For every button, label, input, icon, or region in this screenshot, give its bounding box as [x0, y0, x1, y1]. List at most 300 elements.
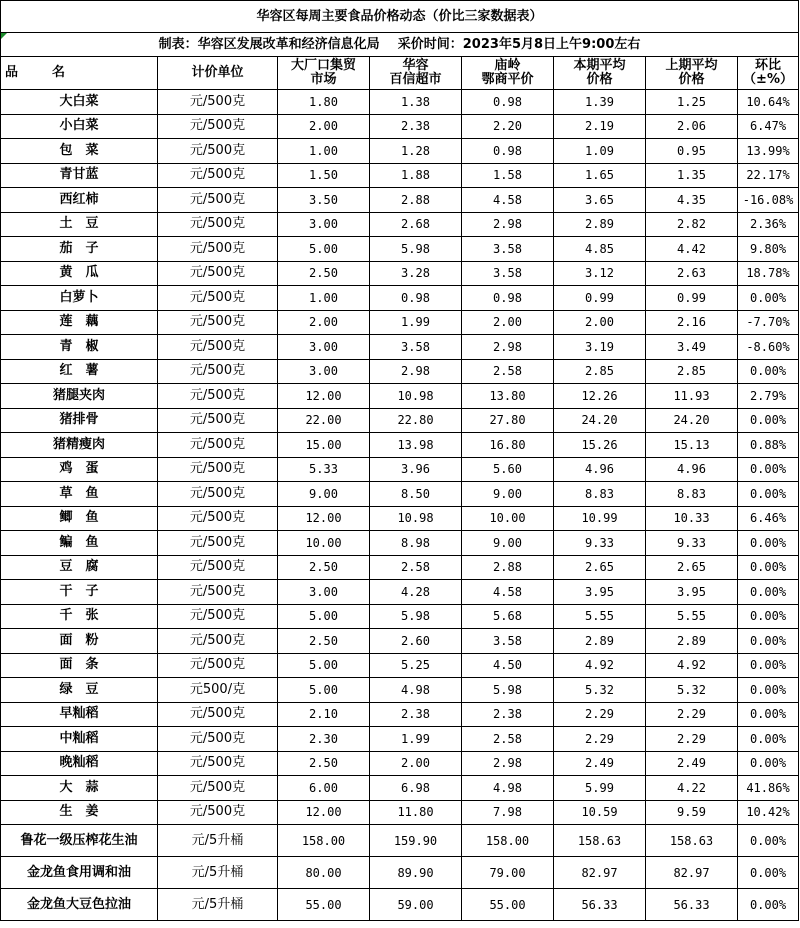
- price-baixin: 3.28: [370, 261, 462, 286]
- table-row: [1, 457, 799, 482]
- price-dachangkou: 1.50: [278, 163, 370, 188]
- price-unit: 元/500克: [158, 286, 278, 311]
- price-dachangkou: 22.00: [278, 408, 370, 433]
- price-miaoling: 2.98: [462, 335, 554, 360]
- product-name: 鳊 鱼: [1, 531, 158, 556]
- price-dachangkou: 12.00: [278, 506, 370, 531]
- table-row: [1, 580, 799, 605]
- product-name: 莲 藕: [1, 310, 158, 335]
- avg-current: 5.55: [554, 604, 646, 629]
- price-miaoling: 5.68: [462, 604, 554, 629]
- price-miaoling: 2.38: [462, 702, 554, 727]
- price-dachangkou: 158.00: [278, 825, 370, 857]
- table-row: [1, 857, 799, 889]
- change-ratio: 18.78%: [738, 261, 799, 286]
- price-miaoling: 2.20: [462, 114, 554, 139]
- price-dachangkou: 1.00: [278, 286, 370, 311]
- avg-current: 12.26: [554, 384, 646, 409]
- price-baixin: 5.98: [370, 604, 462, 629]
- price-dachangkou: 3.00: [278, 580, 370, 605]
- price-baixin: 2.38: [370, 114, 462, 139]
- price-unit: 元/500克: [158, 335, 278, 360]
- price-baixin: 8.98: [370, 531, 462, 556]
- avg-current: 2.85: [554, 359, 646, 384]
- price-dachangkou: 5.00: [278, 678, 370, 703]
- price-miaoling: 5.60: [462, 457, 554, 482]
- avg-current: 8.83: [554, 482, 646, 507]
- change-ratio: 0.00%: [738, 857, 799, 889]
- table-row: [1, 163, 799, 188]
- price-miaoling: 158.00: [462, 825, 554, 857]
- table-row: [1, 384, 799, 409]
- table-row: [1, 727, 799, 752]
- price-unit: 元/500克: [158, 212, 278, 237]
- price-miaoling: 2.00: [462, 310, 554, 335]
- price-miaoling: 9.00: [462, 531, 554, 556]
- price-unit: 元/5升桶: [158, 857, 278, 889]
- change-ratio: 13.99%: [738, 139, 799, 164]
- price-baixin: 1.99: [370, 310, 462, 335]
- price-unit: 元/500克: [158, 604, 278, 629]
- change-ratio: 0.00%: [738, 727, 799, 752]
- change-ratio: 6.47%: [738, 114, 799, 139]
- price-unit: 元/500克: [158, 776, 278, 801]
- table-row: [1, 825, 799, 857]
- price-baixin: 1.38: [370, 90, 462, 115]
- product-name: 晚籼稻: [1, 751, 158, 776]
- price-dachangkou: 10.00: [278, 531, 370, 556]
- price-dachangkou: 5.00: [278, 237, 370, 262]
- price-miaoling: 2.58: [462, 359, 554, 384]
- price-unit: 元/500克: [158, 580, 278, 605]
- change-ratio: -16.08%: [738, 188, 799, 213]
- table-row: [1, 653, 799, 678]
- change-ratio: 0.00%: [738, 678, 799, 703]
- avg-previous: 3.49: [646, 335, 738, 360]
- price-unit: 元/500克: [158, 384, 278, 409]
- price-baixin: 2.60: [370, 629, 462, 654]
- product-name: 鲫 鱼: [1, 506, 158, 531]
- product-name: 豆 腐: [1, 555, 158, 580]
- avg-previous: 10.33: [646, 506, 738, 531]
- price-baixin: 4.28: [370, 580, 462, 605]
- price-unit: 元/500克: [158, 702, 278, 727]
- table-row: [1, 237, 799, 262]
- product-name: 猪排骨: [1, 408, 158, 433]
- product-name: 小白菜: [1, 114, 158, 139]
- price-baixin: 89.90: [370, 857, 462, 889]
- avg-previous: 9.33: [646, 531, 738, 556]
- price-miaoling: 4.58: [462, 580, 554, 605]
- cell-comment-marker: [1, 33, 7, 39]
- price-baixin: 10.98: [370, 506, 462, 531]
- change-ratio: 9.80%: [738, 237, 799, 262]
- header-unit: 计价单位: [158, 57, 278, 90]
- price-baixin: 2.88: [370, 188, 462, 213]
- avg-current: 0.99: [554, 286, 646, 311]
- price-miaoling: 13.80: [462, 384, 554, 409]
- price-dachangkou: 3.00: [278, 335, 370, 360]
- table-row: [1, 482, 799, 507]
- header-ratio: 环比 （±%）: [738, 57, 799, 90]
- price-baixin: 0.98: [370, 286, 462, 311]
- avg-current: 3.95: [554, 580, 646, 605]
- avg-current: 5.32: [554, 678, 646, 703]
- avg-previous: 2.85: [646, 359, 738, 384]
- maker-label: 制表：华容区发展改革和经济信息化局: [158, 36, 380, 52]
- product-name: 绿 豆: [1, 678, 158, 703]
- price-dachangkou: 5.00: [278, 604, 370, 629]
- avg-previous: 2.89: [646, 629, 738, 654]
- price-unit: 元/500克: [158, 457, 278, 482]
- price-miaoling: 4.58: [462, 188, 554, 213]
- avg-previous: 0.99: [646, 286, 738, 311]
- change-ratio: 0.00%: [738, 482, 799, 507]
- avg-previous: 2.29: [646, 727, 738, 752]
- avg-current: 3.19: [554, 335, 646, 360]
- avg-current: 3.12: [554, 261, 646, 286]
- change-ratio: -7.70%: [738, 310, 799, 335]
- product-name: 猪精瘦肉: [1, 433, 158, 458]
- price-baixin: 1.99: [370, 727, 462, 752]
- price-dachangkou: 12.00: [278, 800, 370, 825]
- price-unit: 元/500克: [158, 653, 278, 678]
- change-ratio: 0.00%: [738, 531, 799, 556]
- price-miaoling: 27.80: [462, 408, 554, 433]
- price-dachangkou: 5.33: [278, 457, 370, 482]
- product-name: 鲁花一级压榨花生油: [1, 825, 158, 857]
- avg-previous: 1.35: [646, 163, 738, 188]
- table-row: [1, 629, 799, 654]
- price-dachangkou: 2.00: [278, 114, 370, 139]
- price-dachangkou: 6.00: [278, 776, 370, 801]
- price-unit: 元/500克: [158, 90, 278, 115]
- price-miaoling: 2.58: [462, 727, 554, 752]
- avg-current: 24.20: [554, 408, 646, 433]
- avg-current: 4.92: [554, 653, 646, 678]
- change-ratio: -8.60%: [738, 335, 799, 360]
- avg-previous: 11.93: [646, 384, 738, 409]
- avg-previous: 3.95: [646, 580, 738, 605]
- table-row: [1, 261, 799, 286]
- change-ratio: 10.42%: [738, 800, 799, 825]
- avg-previous: 2.06: [646, 114, 738, 139]
- price-unit: 元/500克: [158, 163, 278, 188]
- change-ratio: 0.00%: [738, 286, 799, 311]
- avg-previous: 24.20: [646, 408, 738, 433]
- avg-current: 158.63: [554, 825, 646, 857]
- table-row: [1, 889, 799, 921]
- price-unit: 元/500克: [158, 261, 278, 286]
- product-name: 面 条: [1, 653, 158, 678]
- change-ratio: 41.86%: [738, 776, 799, 801]
- table-row: [1, 188, 799, 213]
- product-name: 干 子: [1, 580, 158, 605]
- product-name: 白萝卜: [1, 286, 158, 311]
- price-baixin: 5.98: [370, 237, 462, 262]
- change-ratio: 0.88%: [738, 433, 799, 458]
- price-miaoling: 2.98: [462, 751, 554, 776]
- avg-current: 4.85: [554, 237, 646, 262]
- price-miaoling: 9.00: [462, 482, 554, 507]
- price-unit: 元/500克: [158, 310, 278, 335]
- price-unit: 元/500克: [158, 237, 278, 262]
- avg-current: 15.26: [554, 433, 646, 458]
- price-unit: 元/500克: [158, 359, 278, 384]
- price-dachangkou: 5.00: [278, 653, 370, 678]
- table-row: [1, 751, 799, 776]
- change-ratio: 0.00%: [738, 359, 799, 384]
- price-unit: 元/500克: [158, 139, 278, 164]
- price-baixin: 3.58: [370, 335, 462, 360]
- price-unit: 元/500克: [158, 506, 278, 531]
- price-unit: 元/500克: [158, 188, 278, 213]
- avg-previous: 2.16: [646, 310, 738, 335]
- price-dachangkou: 15.00: [278, 433, 370, 458]
- table-row: [1, 359, 799, 384]
- table-row: [1, 678, 799, 703]
- avg-current: 2.29: [554, 727, 646, 752]
- product-name: 土 豆: [1, 212, 158, 237]
- price-baixin: 2.38: [370, 702, 462, 727]
- header-market3: 庙岭 鄂商平价: [462, 57, 554, 90]
- header-market1: 大厂口集贸 市场: [278, 57, 370, 90]
- avg-current: 2.65: [554, 555, 646, 580]
- price-miaoling: 0.98: [462, 139, 554, 164]
- avg-current: 2.49: [554, 751, 646, 776]
- avg-current: 2.89: [554, 629, 646, 654]
- avg-previous: 1.25: [646, 90, 738, 115]
- price-miaoling: 2.98: [462, 212, 554, 237]
- product-name: 青 椒: [1, 335, 158, 360]
- avg-previous: 0.95: [646, 139, 738, 164]
- avg-previous: 5.55: [646, 604, 738, 629]
- time-label: 采价时间：2023年5月8日上午9:00左右: [397, 36, 641, 52]
- table-row: [1, 433, 799, 458]
- product-name: 面 粉: [1, 629, 158, 654]
- avg-current: 1.09: [554, 139, 646, 164]
- price-unit: 元/500克: [158, 482, 278, 507]
- product-name: 大白菜: [1, 90, 158, 115]
- price-baixin: 159.90: [370, 825, 462, 857]
- avg-previous: 158.63: [646, 825, 738, 857]
- price-baixin: 8.50: [370, 482, 462, 507]
- avg-previous: 2.63: [646, 261, 738, 286]
- table-row: [1, 702, 799, 727]
- avg-previous: 4.42: [646, 237, 738, 262]
- avg-current: 10.59: [554, 800, 646, 825]
- price-miaoling: 79.00: [462, 857, 554, 889]
- product-name: 青甘蓝: [1, 163, 158, 188]
- change-ratio: 22.17%: [738, 163, 799, 188]
- price-miaoling: 2.88: [462, 555, 554, 580]
- avg-previous: 4.22: [646, 776, 738, 801]
- table-row: [1, 212, 799, 237]
- price-miaoling: 55.00: [462, 889, 554, 921]
- avg-current: 3.65: [554, 188, 646, 213]
- price-miaoling: 1.58: [462, 163, 554, 188]
- avg-current: 9.33: [554, 531, 646, 556]
- price-dachangkou: 1.00: [278, 139, 370, 164]
- price-miaoling: 4.50: [462, 653, 554, 678]
- avg-current: 1.65: [554, 163, 646, 188]
- change-ratio: 0.00%: [738, 751, 799, 776]
- header-name: 品 名: [1, 57, 158, 90]
- avg-current: 4.96: [554, 457, 646, 482]
- header-avg-prev: 上期平均 价格: [646, 57, 738, 90]
- price-baixin: 10.98: [370, 384, 462, 409]
- price-miaoling: 10.00: [462, 506, 554, 531]
- change-ratio: 0.00%: [738, 408, 799, 433]
- price-unit: 元/500克: [158, 751, 278, 776]
- price-unit: 元/500克: [158, 800, 278, 825]
- table-row: [1, 555, 799, 580]
- price-dachangkou: 12.00: [278, 384, 370, 409]
- table-row: [1, 286, 799, 311]
- price-baixin: 4.98: [370, 678, 462, 703]
- price-miaoling: 16.80: [462, 433, 554, 458]
- price-baixin: 22.80: [370, 408, 462, 433]
- table-row: [1, 310, 799, 335]
- price-baixin: 11.80: [370, 800, 462, 825]
- avg-current: 56.33: [554, 889, 646, 921]
- table-row: [1, 800, 799, 825]
- table-row: [1, 506, 799, 531]
- change-ratio: 2.36%: [738, 212, 799, 237]
- avg-previous: 82.97: [646, 857, 738, 889]
- price-dachangkou: 3.00: [278, 212, 370, 237]
- change-ratio: 0.00%: [738, 580, 799, 605]
- product-name: 早籼稻: [1, 702, 158, 727]
- product-name: 西红柿: [1, 188, 158, 213]
- price-unit: 元/5升桶: [158, 889, 278, 921]
- price-miaoling: 3.58: [462, 261, 554, 286]
- price-dachangkou: 3.50: [278, 188, 370, 213]
- price-miaoling: 3.58: [462, 237, 554, 262]
- avg-previous: 56.33: [646, 889, 738, 921]
- product-name: 猪腿夹肉: [1, 384, 158, 409]
- avg-current: 2.89: [554, 212, 646, 237]
- header-avg-now: 本期平均 价格: [554, 57, 646, 90]
- table-row: [1, 139, 799, 164]
- header-market2: 华容 百信超市: [370, 57, 462, 90]
- price-baixin: 2.00: [370, 751, 462, 776]
- table-row: [1, 335, 799, 360]
- price-dachangkou: 1.80: [278, 90, 370, 115]
- change-ratio: 10.64%: [738, 90, 799, 115]
- table-row: [1, 531, 799, 556]
- price-baixin: 2.68: [370, 212, 462, 237]
- price-dachangkou: 2.50: [278, 751, 370, 776]
- price-miaoling: 0.98: [462, 90, 554, 115]
- product-name: 黄 瓜: [1, 261, 158, 286]
- avg-current: 82.97: [554, 857, 646, 889]
- price-baixin: 13.98: [370, 433, 462, 458]
- sheet-title: 华容区每周主要食品价格动态（价比三家数据表）: [1, 1, 799, 33]
- avg-previous: 2.82: [646, 212, 738, 237]
- price-dachangkou: 2.50: [278, 629, 370, 654]
- table-row: [1, 776, 799, 801]
- avg-previous: 2.29: [646, 702, 738, 727]
- price-dachangkou: 55.00: [278, 889, 370, 921]
- product-name: 生 姜: [1, 800, 158, 825]
- avg-previous: 5.32: [646, 678, 738, 703]
- product-name: 大 蒜: [1, 776, 158, 801]
- product-name: 千 张: [1, 604, 158, 629]
- change-ratio: 2.79%: [738, 384, 799, 409]
- avg-previous: 4.96: [646, 457, 738, 482]
- price-dachangkou: 3.00: [278, 359, 370, 384]
- price-dachangkou: 2.50: [278, 555, 370, 580]
- price-baixin: 1.88: [370, 163, 462, 188]
- avg-current: 2.00: [554, 310, 646, 335]
- price-dachangkou: 2.10: [278, 702, 370, 727]
- price-baixin: 2.98: [370, 359, 462, 384]
- avg-previous: 4.35: [646, 188, 738, 213]
- price-dachangkou: 2.00: [278, 310, 370, 335]
- price-unit: 元/500克: [158, 727, 278, 752]
- avg-previous: 2.49: [646, 751, 738, 776]
- product-name: 茄 子: [1, 237, 158, 262]
- avg-current: 10.99: [554, 506, 646, 531]
- price-unit: 元/500克: [158, 433, 278, 458]
- price-dachangkou: 2.50: [278, 261, 370, 286]
- price-miaoling: 0.98: [462, 286, 554, 311]
- price-unit: 元/500克: [158, 629, 278, 654]
- price-baixin: 1.28: [370, 139, 462, 164]
- avg-previous: 4.92: [646, 653, 738, 678]
- change-ratio: 0.00%: [738, 457, 799, 482]
- table-row: [1, 90, 799, 115]
- product-name: 金龙鱼大豆色拉油: [1, 889, 158, 921]
- change-ratio: 0.00%: [738, 629, 799, 654]
- change-ratio: 0.00%: [738, 604, 799, 629]
- avg-previous: 2.65: [646, 555, 738, 580]
- avg-current: 2.29: [554, 702, 646, 727]
- price-unit: 元500/克: [158, 678, 278, 703]
- avg-previous: 15.13: [646, 433, 738, 458]
- price-miaoling: 5.98: [462, 678, 554, 703]
- change-ratio: 0.00%: [738, 702, 799, 727]
- product-name: 金龙鱼食用调和油: [1, 857, 158, 889]
- table-row: [1, 604, 799, 629]
- change-ratio: 6.46%: [738, 506, 799, 531]
- change-ratio: 0.00%: [738, 825, 799, 857]
- product-name: 中籼稻: [1, 727, 158, 752]
- product-name: 红 薯: [1, 359, 158, 384]
- price-miaoling: 4.98: [462, 776, 554, 801]
- table-row: [1, 408, 799, 433]
- price-baixin: 2.58: [370, 555, 462, 580]
- avg-current: 5.99: [554, 776, 646, 801]
- price-baixin: 5.25: [370, 653, 462, 678]
- change-ratio: 0.00%: [738, 889, 799, 921]
- change-ratio: 0.00%: [738, 653, 799, 678]
- price-unit: 元/5升桶: [158, 825, 278, 857]
- price-unit: 元/500克: [158, 531, 278, 556]
- price-baixin: 59.00: [370, 889, 462, 921]
- price-unit: 元/500克: [158, 555, 278, 580]
- price-baixin: 3.96: [370, 457, 462, 482]
- product-name: 鸡 蛋: [1, 457, 158, 482]
- price-dachangkou: 9.00: [278, 482, 370, 507]
- price-miaoling: 3.58: [462, 629, 554, 654]
- change-ratio: 0.00%: [738, 555, 799, 580]
- product-name: 草 鱼: [1, 482, 158, 507]
- price-unit: 元/500克: [158, 114, 278, 139]
- price-dachangkou: 2.30: [278, 727, 370, 752]
- avg-previous: 9.59: [646, 800, 738, 825]
